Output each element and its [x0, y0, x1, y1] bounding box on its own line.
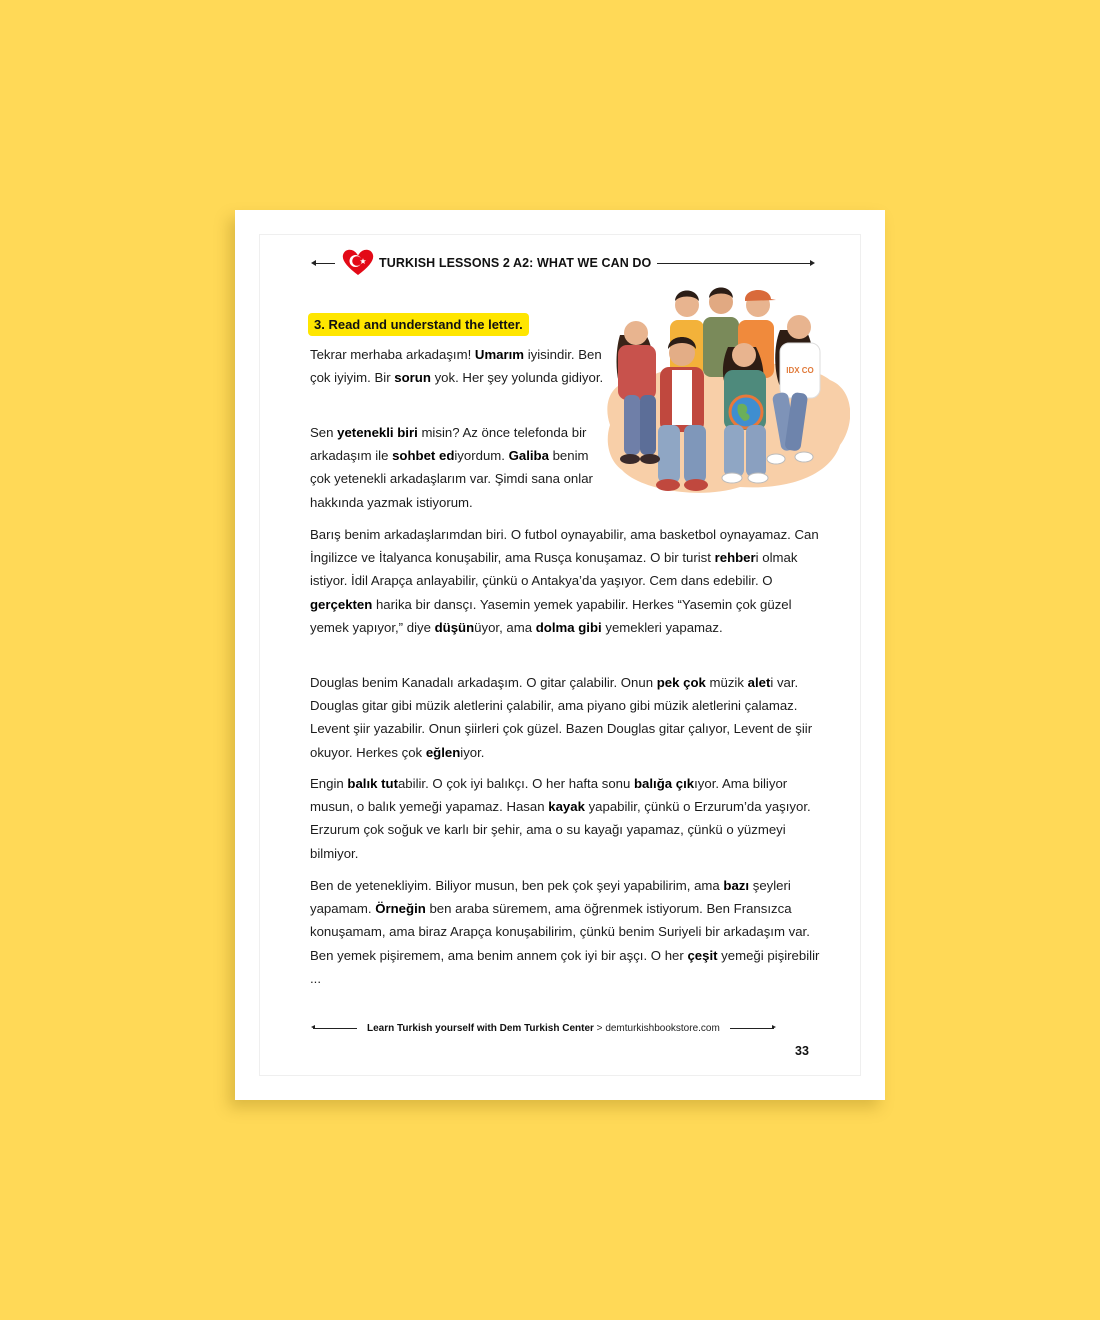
- bold-vocabulary-word: düşün: [434, 619, 475, 635]
- footer-left-arrow-line: [313, 1028, 357, 1029]
- text-segment: Engin: [310, 776, 348, 791]
- bold-vocabulary-word: çeşit: [687, 947, 718, 963]
- text-segment: i var. Douglas gitar gibi müzik aletlerini çalabilir, ama piyano gibi müzik aletlerini çalamaz. Levent şiir yazabilir. Onun şiirleri çok güzel. Bazen Douglas gitar çalıyor, Levent de şiir okuyor. Herkes çok: [310, 675, 813, 760]
- bold-vocabulary-word: sorun: [394, 370, 431, 386]
- bold-vocabulary-word: kayak: [548, 799, 585, 815]
- text-segment: yapabilir, çünkü o Erzurum’da yaşıyor. Erzurum çok soğuk ve karlı bir şehir, ama o su kayağı yapamaz, çünkü o yüzmeyi bilmiyor.: [310, 799, 811, 861]
- bold-vocabulary-word: Galiba: [508, 448, 549, 464]
- bold-vocabulary-word: yetenekli biri: [337, 425, 418, 440]
- header-right-arrow-line: [657, 263, 813, 264]
- text-segment: şeyleri yapamam.: [310, 878, 791, 917]
- section-title: 3. Read and understand the letter.: [308, 313, 529, 336]
- text-segment: misin? Az önce telefonda bir arkadaşım ile: [310, 425, 587, 464]
- header-title: TURKISH LESSONS 2 A2: WHAT WE CAN DO: [379, 256, 652, 270]
- bold-vocabulary-word: Umarım: [474, 347, 525, 362]
- bold-vocabulary-word: gerçekten: [310, 596, 373, 612]
- footer-right-arrow-line: [730, 1028, 774, 1029]
- bold-vocabulary-word: balığa çık: [634, 776, 695, 791]
- text-segment: iyor.: [460, 744, 485, 760]
- footer-separator: >: [593, 1022, 606, 1034]
- text-segment: ben araba süremem, ama öğrenmek istiyorum. Ben Fransızca konuşamam, ama biraz Arapça konuşabilirim, çünkü benim Suriyeli bir arkadaşım var. Ben yemek pişiremem, ama benim annem çok iyi bir aşçı. O her: [310, 901, 810, 963]
- bold-vocabulary-word: eğlen: [425, 744, 461, 760]
- text-segment: Barış benim arkadaşlarımdan biri. O futbol oynayabilir, ama basketbol oynayamaz. Can İngilizce ve İtalyanca konuşabilir, ama Rusça konuşamaz. O bir turist: [310, 527, 819, 566]
- paragraph-2: [310, 421, 610, 514]
- friends-group-illustration: [600, 275, 850, 505]
- paragraph-3: [310, 523, 820, 639]
- bold-vocabulary-word: sohbet ed: [392, 448, 455, 464]
- text-segment: iyisindir. Ben çok iyiyim. Bir: [310, 347, 602, 386]
- text-segment: müzik: [705, 675, 748, 690]
- paragraph-6: [310, 874, 820, 990]
- illustration-shirt-text: IDX CO: [786, 366, 814, 375]
- text-segment: Ben de yetenekliyim. Biliyor musun, ben pek çok şeyi yapabilirim, ama: [310, 878, 724, 893]
- footer-text: [367, 1023, 720, 1034]
- text-segment: harika bir dansçı. Yasemin yemek yapabilir. Herkes “Yasemin çok güzel yemek yapıyor,” diye: [310, 596, 792, 635]
- text-segment: ıyor. Ama biliyor musun, o balık yemeği yapamaz. Hasan: [310, 776, 788, 815]
- page-header: [313, 248, 813, 278]
- text-segment: yemekleri yapamaz.: [601, 619, 723, 635]
- text-segment: i olmak istiyor. İdil Arapça anlayabilir, çünkü o Antakya’da yaşıyor. Cem dans edebilir. O: [310, 550, 798, 589]
- text-segment: yemeği pişirebilir ...: [310, 947, 820, 986]
- bold-vocabulary-word: alet: [747, 675, 771, 690]
- bold-vocabulary-word: Örneğin: [375, 901, 426, 917]
- text-segment: yok. Her şey yolunda gidiyor.: [430, 370, 604, 386]
- paragraph-5: [310, 772, 820, 865]
- text-segment: Tekrar merhaba arkadaşım!: [310, 347, 475, 362]
- bold-vocabulary-word: bazı: [723, 878, 750, 893]
- text-segment: iyordum.: [454, 448, 509, 464]
- page-number: 33: [795, 1044, 809, 1058]
- text-segment: Douglas benim Kanadalı arkadaşım. O gitar çalabilir. Onun: [310, 675, 657, 690]
- footer-bold-text: Learn Turkish yourself with Dem Turkish Center: [367, 1022, 594, 1034]
- bold-vocabulary-word: pek çok: [656, 675, 706, 690]
- turkish-flag-heart-icon: [341, 248, 375, 278]
- bold-vocabulary-word: dolma gibi: [535, 619, 602, 635]
- bold-vocabulary-word: rehber: [714, 550, 756, 566]
- text-segment: üyor, ama: [474, 619, 536, 635]
- page-footer: [313, 1018, 813, 1038]
- header-left-arrow-line: [313, 263, 335, 264]
- paragraph-4: [310, 671, 820, 764]
- bold-vocabulary-word: balık tut: [347, 776, 398, 791]
- paragraph-1: [310, 343, 610, 389]
- text-segment: abilir. O çok iyi balıkçı. O her hafta sonu: [397, 776, 634, 791]
- footer-url: demturkishbookstore.com: [605, 1022, 720, 1034]
- text-segment: Sen: [310, 425, 338, 440]
- book-page: [235, 210, 885, 1100]
- text-segment: benim çok yetenekli arkadaşlarım var. Şimdi sana onlar hakkında yazmak istiyorum.: [310, 448, 593, 510]
